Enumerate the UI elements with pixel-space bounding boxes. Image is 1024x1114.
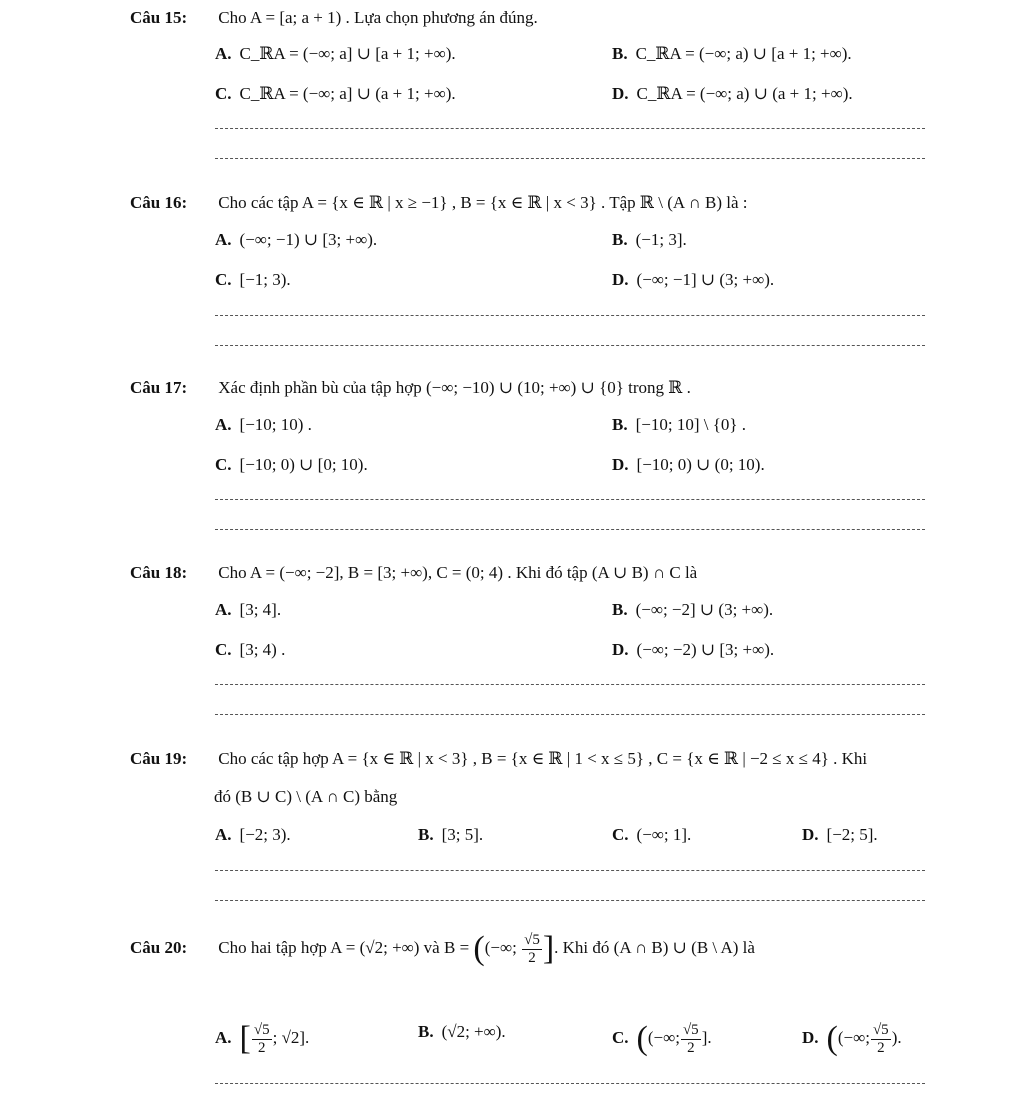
answer-line xyxy=(215,128,925,129)
fraction-sqrt5-over-2 xyxy=(871,1022,891,1056)
option-a[interactable] xyxy=(215,1022,309,1056)
option-c[interactable] xyxy=(215,640,285,660)
option-text: [3; 4) . xyxy=(239,640,286,659)
option-letter: A. xyxy=(215,230,232,249)
answer-line xyxy=(215,499,925,500)
option-text: [−2; 5]. xyxy=(826,825,878,844)
option-letter: C. xyxy=(215,84,232,103)
option-letter: C. xyxy=(612,1027,629,1047)
option-text: [−10; 10) . xyxy=(239,415,312,434)
option-letter: D. xyxy=(612,640,629,659)
option-b[interactable] xyxy=(418,1022,506,1042)
fraction-sqrt5-over-2 xyxy=(252,1022,272,1056)
fraction-denominator: 2 xyxy=(687,1039,695,1056)
fraction-denominator: 2 xyxy=(528,949,536,966)
option-a[interactable] xyxy=(215,44,456,64)
option-letter: B. xyxy=(418,825,434,844)
option-paren: ( xyxy=(636,1020,648,1057)
fraction-numerator: √5 xyxy=(253,1022,270,1038)
option-letter: A. xyxy=(215,600,232,619)
question-label: Câu 18: xyxy=(130,563,188,582)
option-d[interactable] xyxy=(802,825,878,845)
option-d[interactable] xyxy=(612,84,853,104)
question-stem-end: . Khi đó (A ∩ B) ∪ (B \ A) là xyxy=(554,937,755,957)
option-text: (−∞; 1]. xyxy=(636,825,692,844)
option-letter: B. xyxy=(612,415,628,434)
option-text: (−∞; −2] ∪ (3; +∞). xyxy=(635,600,774,619)
option-c[interactable] xyxy=(215,84,456,104)
option-b[interactable] xyxy=(612,230,687,250)
option-text-end: ]. xyxy=(701,1027,712,1047)
question-stem: Cho A = (−∞; −2], B = [3; +∞), C = (0; 4) . Khi đó tập (A ∪ B) ∩ C là xyxy=(218,563,698,582)
question-label: Câu 15: xyxy=(130,8,188,27)
fraction-numerator: √5 xyxy=(872,1022,889,1038)
option-text: [3; 5]. xyxy=(441,825,484,844)
option-letter: D. xyxy=(802,825,819,844)
option-text: [3; 4]. xyxy=(239,600,282,619)
option-text: (−∞; −2) ∪ [3; +∞). xyxy=(636,640,775,659)
fraction-sqrt5-over-2 xyxy=(522,932,542,966)
option-d[interactable] xyxy=(612,640,774,660)
option-text: (−1; 3]. xyxy=(635,230,687,249)
option-b[interactable] xyxy=(612,415,746,435)
question-stem: Cho hai tập hợp A = (√2; +∞) và B = xyxy=(218,937,470,957)
option-letter: D. xyxy=(612,84,629,103)
option-text: [−2; 3). xyxy=(239,825,291,844)
answer-line xyxy=(215,345,925,346)
question-16-header xyxy=(130,193,748,213)
option-a[interactable] xyxy=(215,415,312,435)
option-letter: C. xyxy=(215,455,232,474)
answer-line xyxy=(215,158,925,159)
option-letter: A. xyxy=(215,44,232,63)
close-bracket: ] xyxy=(542,930,555,967)
fraction-denominator: 2 xyxy=(877,1039,885,1056)
option-b[interactable] xyxy=(418,825,483,845)
option-text-start: (−∞; xyxy=(837,1027,870,1047)
option-text: [−10; 0) ∪ (0; 10). xyxy=(636,455,765,474)
question-stem: Xác định phần bù của tập hợp (−∞; −10) ∪ (10; +∞) ∪ {0} trong ℝ . xyxy=(218,378,691,397)
answer-line xyxy=(215,684,925,685)
option-paren: ( xyxy=(826,1020,838,1057)
option-c[interactable] xyxy=(215,455,368,475)
option-a[interactable] xyxy=(215,230,377,250)
option-a[interactable] xyxy=(215,600,281,620)
option-letter: B. xyxy=(612,44,628,63)
option-letter: C. xyxy=(215,640,232,659)
option-d[interactable] xyxy=(802,1022,902,1056)
option-a[interactable] xyxy=(215,825,291,845)
option-letter: A. xyxy=(215,415,232,434)
option-letter: D. xyxy=(612,455,629,474)
fraction-denominator: 2 xyxy=(257,1039,266,1056)
answer-line xyxy=(215,870,925,871)
option-bracket: [ xyxy=(239,1020,251,1057)
fraction-sqrt5-over-2 xyxy=(681,1022,701,1056)
question-15-header xyxy=(130,8,538,28)
question-19-header xyxy=(130,749,867,769)
option-letter: B. xyxy=(612,600,628,619)
option-text: (−∞; −1) ∪ [3; +∞). xyxy=(239,230,378,249)
option-text: ; √2]. xyxy=(272,1027,310,1047)
option-d[interactable] xyxy=(612,270,774,290)
option-b[interactable] xyxy=(612,600,773,620)
fraction-numerator: √5 xyxy=(524,932,540,948)
option-text: [−10; 10] \ {0} . xyxy=(635,415,747,434)
option-letter: C. xyxy=(215,270,232,289)
question-label: Câu 17: xyxy=(130,378,188,397)
question-20-header xyxy=(130,932,755,966)
question-17-header xyxy=(130,378,691,398)
option-c[interactable] xyxy=(612,825,691,845)
answer-line xyxy=(215,714,925,715)
b-set-left: (−∞; xyxy=(484,937,517,957)
option-letter: A. xyxy=(215,1027,232,1047)
question-label: Câu 19: xyxy=(130,749,188,768)
answer-line xyxy=(215,315,925,316)
option-text-end: ). xyxy=(891,1027,902,1047)
option-letter: A. xyxy=(215,825,232,844)
option-letter: D. xyxy=(612,270,629,289)
option-text: C_ℝA = (−∞; a) ∪ (a + 1; +∞). xyxy=(636,84,853,103)
answer-line xyxy=(215,1083,925,1084)
option-text: [−1; 3). xyxy=(239,270,291,289)
question-stem-continued: đó (B ∪ C) \ (A ∩ C) bằng xyxy=(214,787,398,806)
question-stem: Cho A = [a; a + 1) . Lựa chọn phương án đúng. xyxy=(218,8,538,27)
option-c[interactable] xyxy=(215,270,291,290)
option-text: (√2; +∞). xyxy=(441,1022,506,1041)
option-text-start: (−∞; xyxy=(647,1027,680,1047)
question-label: Câu 20: xyxy=(130,937,188,957)
question-stem: Cho các tập hợp A = {x ∈ ℝ | x < 3} , B = {x ∈ ℝ | 1 < x ≤ 5} , C = {x ∈ ℝ | −2 ≤ x ≤ 4} . Khi xyxy=(218,749,868,768)
answer-line xyxy=(215,900,925,901)
option-letter: C. xyxy=(612,825,629,844)
answer-line xyxy=(215,529,925,530)
question-stem: Cho các tập A = {x ∈ ℝ | x ≥ −1} , B = {x ∈ ℝ | x < 3} . Tập ℝ \ (A ∩ B) là : xyxy=(218,193,748,212)
open-paren: ( xyxy=(473,930,485,967)
question-18-header xyxy=(130,563,697,583)
question-label: Câu 16: xyxy=(130,193,188,212)
option-text: C_ℝA = (−∞; a] ∪ (a + 1; +∞). xyxy=(239,84,456,103)
option-b[interactable] xyxy=(612,44,852,64)
option-letter: B. xyxy=(612,230,628,249)
option-letter: B. xyxy=(418,1022,434,1041)
option-d[interactable] xyxy=(612,455,765,475)
fraction-numerator: √5 xyxy=(682,1022,699,1038)
option-text: (−∞; −1] ∪ (3; +∞). xyxy=(636,270,775,289)
option-text: C_ℝA = (−∞; a] ∪ [a + 1; +∞). xyxy=(239,44,456,63)
option-c[interactable] xyxy=(612,1022,712,1056)
option-text: C_ℝA = (−∞; a) ∪ [a + 1; +∞). xyxy=(635,44,852,63)
option-text: [−10; 0) ∪ [0; 10). xyxy=(239,455,368,474)
option-letter: D. xyxy=(802,1027,819,1047)
